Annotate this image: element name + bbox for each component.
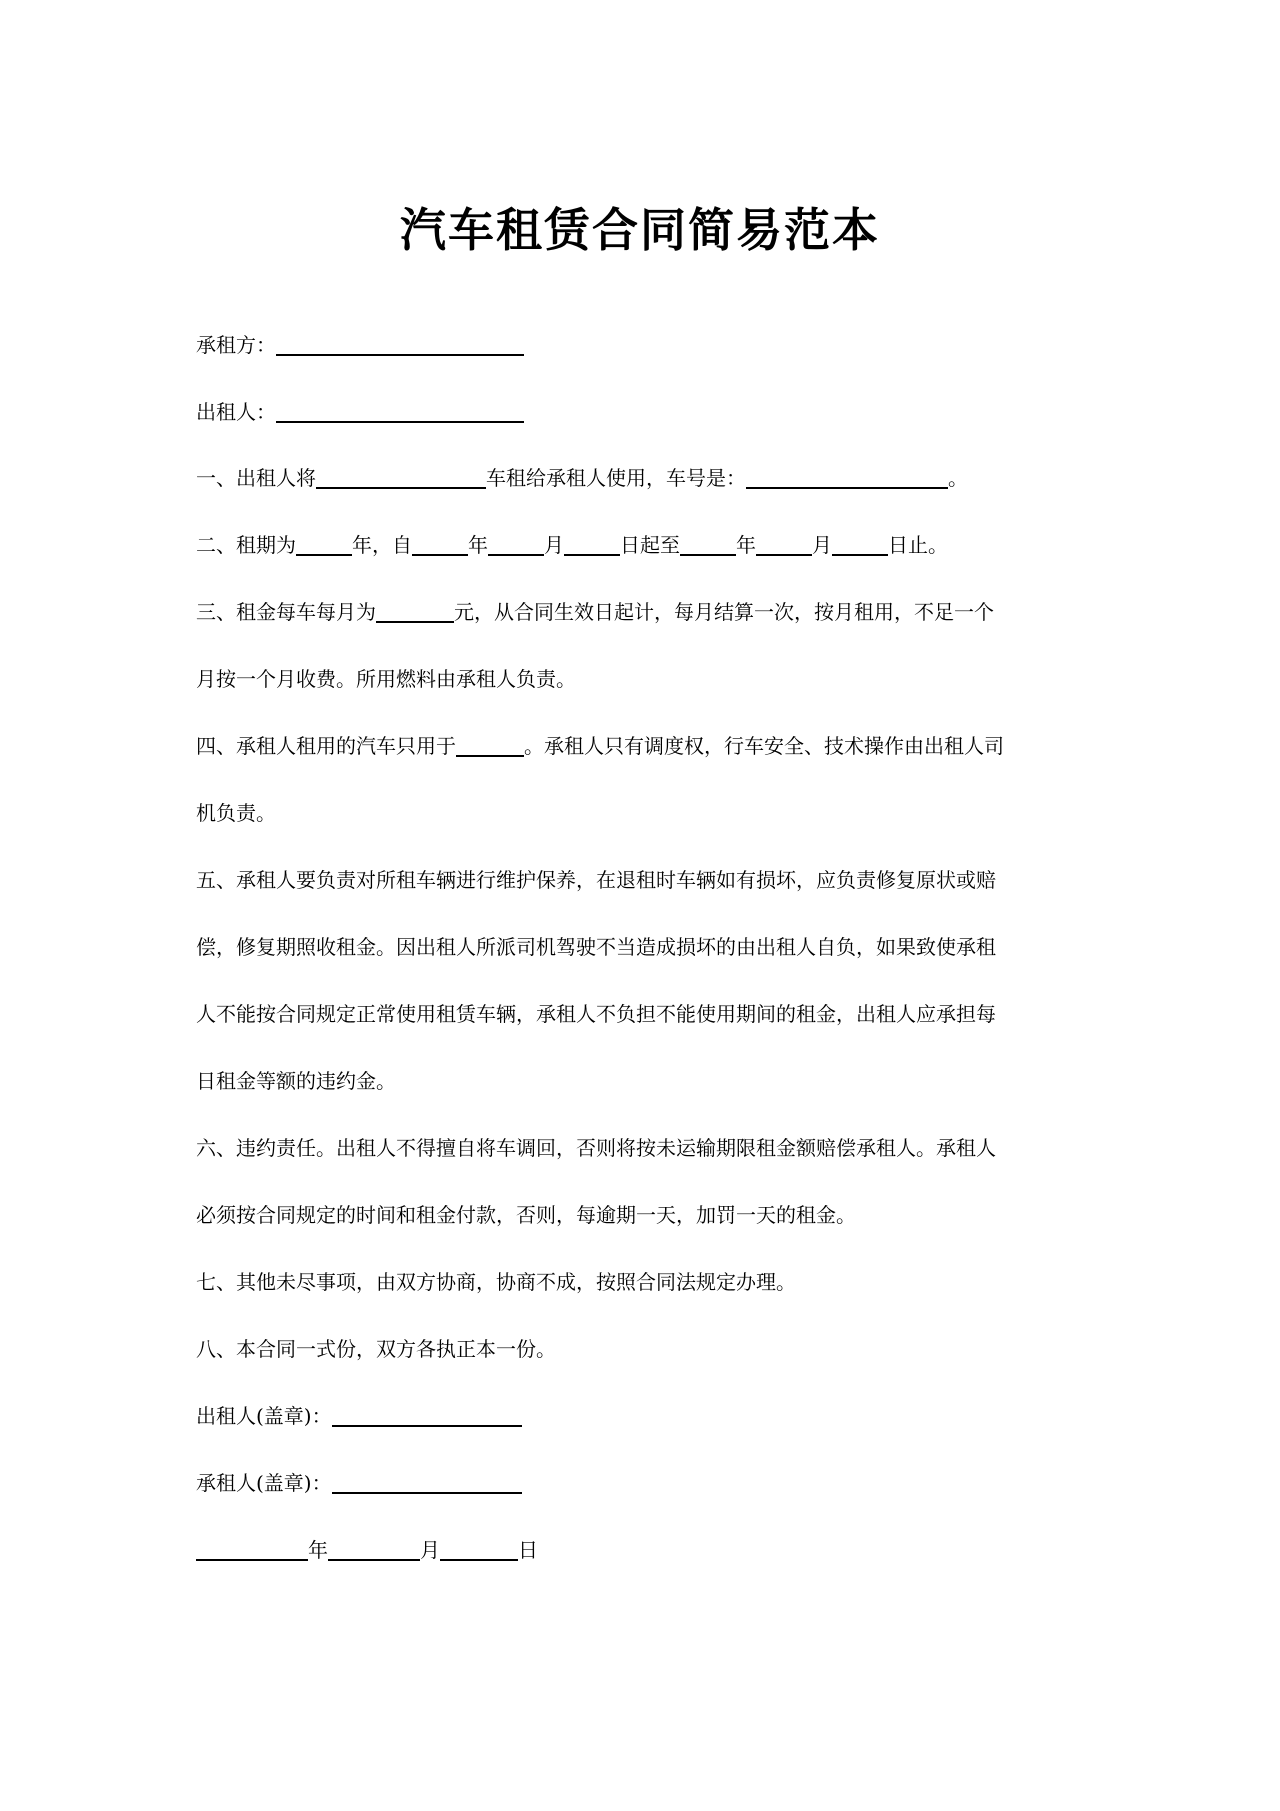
lessee-seal-line — [196, 1468, 1096, 1498]
sign-month-blank[interactable] — [328, 1537, 420, 1561]
clause-1-text-a: 一、出租人将 — [196, 466, 316, 490]
clause-3-line-2: 月按一个月收费。所用燃料由承租人负责。 — [196, 667, 576, 691]
clause-2-text-g: 月 — [812, 533, 832, 557]
clause-2 — [196, 530, 1096, 560]
clause-6-line-1: 六、违约责任。出租人不得擅自将车调回，否则将按未运输期限租金额赔偿承租人。承租人 — [196, 1136, 996, 1160]
lessee-label: 承租方： — [196, 333, 276, 357]
monthly-rent-blank[interactable] — [376, 599, 454, 623]
end-month-blank[interactable] — [756, 532, 812, 556]
lessee-seal-label: 承租人(盖章)： — [196, 1471, 332, 1495]
clause-4-line-1 — [196, 731, 1096, 761]
clause-2-text-b: 年，自 — [352, 533, 412, 557]
clause-5-line-3: 人不能按合同规定正常使用租赁车辆，承租人不负担不能使用期间的租金，出租人应承担每 — [196, 1002, 996, 1026]
term-years-blank[interactable] — [296, 532, 352, 556]
clause-7: 七、其他未尽事项，由双方协商，协商不成，按照合同法规定办理。 — [196, 1270, 796, 1294]
document-title: 汽车租赁合同简易范本 — [400, 203, 880, 257]
sign-year-blank[interactable] — [196, 1537, 308, 1561]
lessee-seal-blank[interactable] — [332, 1470, 522, 1494]
end-year-blank[interactable] — [680, 532, 736, 556]
start-month-blank[interactable] — [488, 532, 544, 556]
lessor-seal-line — [196, 1401, 1096, 1431]
lessor-seal-blank[interactable] — [332, 1403, 522, 1427]
clause-4-line-2: 机负责。 — [196, 801, 276, 825]
clause-3-line-1 — [196, 597, 1096, 627]
lessee-line — [196, 330, 1096, 360]
clause-5-line-2: 偿，修复期照收租金。因出租人所派司机驾驶不当造成损坏的由出租人自负，如果致使承租 — [196, 935, 996, 959]
date-year-label: 年 — [308, 1538, 328, 1562]
clause-1-text-b: 车租给承租人使用，车号是： — [486, 466, 746, 490]
clause-2-text-f: 年 — [736, 533, 756, 557]
clause-2-text-c: 年 — [468, 533, 488, 557]
usage-purpose-blank[interactable] — [456, 733, 524, 757]
lessor-label: 出租人： — [196, 400, 276, 424]
signing-date-line — [196, 1535, 1096, 1565]
clause-2-text-e: 日起至 — [620, 533, 680, 557]
lessor-seal-label: 出租人(盖章)： — [196, 1404, 332, 1428]
vehicle-blank[interactable] — [316, 465, 486, 489]
start-day-blank[interactable] — [564, 532, 620, 556]
plate-number-blank[interactable] — [746, 465, 948, 489]
clause-3-text-b: 元，从合同生效日起计，每月结算一次，按月租用，不足一个 — [454, 600, 994, 624]
clause-2-text-h: 日止。 — [888, 533, 948, 557]
end-day-blank[interactable] — [832, 532, 888, 556]
clause-4-text-b: 。承租人只有调度权，行车安全、技术操作由出租人司 — [524, 734, 1004, 758]
date-day-label: 日 — [518, 1538, 538, 1562]
clause-6-line-2: 必须按合同规定的时间和租金付款，否则，每逾期一天，加罚一天的租金。 — [196, 1203, 856, 1227]
date-month-label: 月 — [420, 1538, 440, 1562]
clause-8: 八、本合同一式份，双方各执正本一份。 — [196, 1337, 556, 1361]
clause-3-text-a: 三、租金每车每月为 — [196, 600, 376, 624]
clause-4-text-a: 四、承租人租用的汽车只用于 — [196, 734, 456, 758]
lessee-blank[interactable] — [276, 332, 524, 356]
clause-2-text-d: 月 — [544, 533, 564, 557]
clause-1-text-c: 。 — [948, 466, 968, 490]
clause-2-text-a: 二、租期为 — [196, 533, 296, 557]
lessor-line — [196, 397, 1096, 427]
sign-day-blank[interactable] — [440, 1537, 518, 1561]
start-year-blank[interactable] — [412, 532, 468, 556]
lessor-blank[interactable] — [276, 399, 524, 423]
clause-5-line-1: 五、承租人要负责对所租车辆进行维护保养，在退租时车辆如有损坏，应负责修复原状或赔 — [196, 868, 996, 892]
clause-1 — [196, 463, 1096, 493]
clause-5-line-4: 日租金等额的违约金。 — [196, 1069, 396, 1093]
